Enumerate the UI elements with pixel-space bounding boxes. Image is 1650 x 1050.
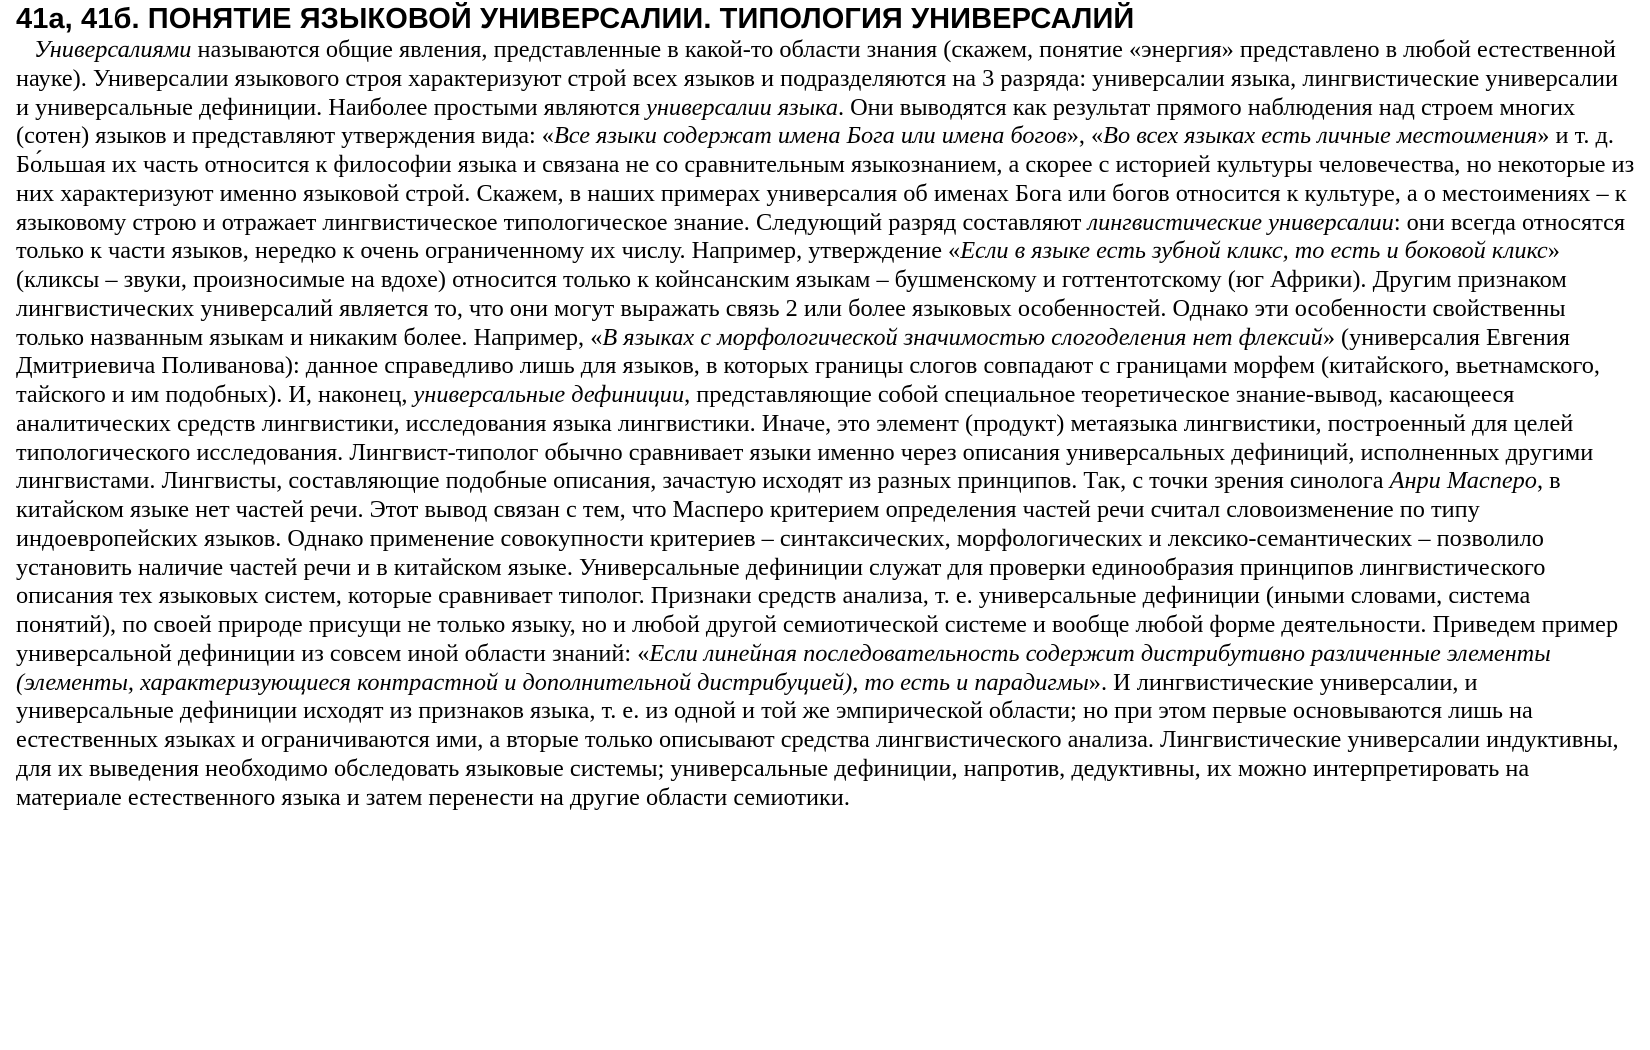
text-run: », « (1066, 122, 1104, 150)
italic-text-run: Анри Масперо (1389, 467, 1537, 495)
text-run: » (универсалия Евгения Дмитриевича Поливанова): данное справедливо лишь для языков, в которых границы слогов совпадают с границами морфем (китайского, вьетнамского, тайского и им подобных). И, наконец, (16, 323, 1600, 408)
text-run: ». И лингвистические универсалии, и универсальные дефиниции исходят из признаков языка, т. е. из одной и той же эмпирической области; но при этом первые основываются лишь на естественных языках и ограничиваются ими, а вторые только описывают средства лингвистического анализа. Лингвистические универсалии индуктивны, для их выведения необходимо обследовать языковые системы; универсальные дефиниции, напротив, дедуктивны, их можно интерпретировать на материале естественного языка и затем перенести на другие области семиотики. (16, 668, 1619, 811)
italic-text-run: Все языки содержат имена Бога или имена богов (553, 122, 1067, 150)
document-body-paragraph (16, 36, 1636, 812)
text-run: » и т. д. Бо́льшая их часть относится к философии языка и связана не со сравнительным языкознанием, а скорее с историей культуры человечества, но некоторые из них характеризуют именно языковой строй. Скажем, в наших примерах универсалия об именах Бога или богов относится к культуре, а о местоимениях – к языковому строю и отражает лингвистическое типологическое знание. Следующий разряд составляют (16, 122, 1635, 236)
document-title: 41а, 41б. ПОНЯТИЕ ЯЗЫКОВОЙ УНИВЕРСАЛИИ. ТИПОЛОГИЯ УНИВЕРСАЛИЙ (16, 3, 1135, 35)
text-run: . Они выводятся как результат прямого наблюдения над строем многих (сотен) языков и представляют утверждения вида: « (16, 93, 1576, 150)
italic-text-run: Универсалиями (34, 36, 192, 63)
italic-text-run: В языках с морфологической значимостью слогоделения нет флексий (602, 323, 1323, 351)
italic-text-run: лингвистические универсалии (1087, 208, 1394, 236)
text-run: , представляющие собой специальное теоретическое знание-вывод, касающееся аналитических средств лингвистики, исследования языка лингвистики. Иначе, это элемент (продукт) метаязыка лингвистики, построенный для целей типологического исследования. Лингвист-типолог обычно сравнивает языки именно через описания универсальных дефиниций, исполненных другими лингвистами. Лингвисты, составляющие подобные описания, зачастую исходят из разных принципов. Так, с точки зрения синолога (16, 381, 1594, 495)
italic-text-run: универсальные дефиниции (413, 381, 685, 408)
italic-text-run: Если в языке есть зубной кликс, то есть и боковой кликс (960, 237, 1548, 265)
text-run: : они всегда относятся только к части языков, нередко к очень ограниченному их числу. Например, утверждение « (16, 208, 1626, 265)
italic-text-run: Если линейная последовательность содержит дистрибутивно различенные элементы (элементы, характеризующиеся контрастной и дополнительной дистрибуцией), то есть и парадигмы (16, 639, 1551, 696)
text-run: » (кликсы – звуки, произносимые на вдохе) относится только к койнсанским языкам – бушменскому и готтентотскому (юг Африки). Другим признаком лингвистических универсалий является то, что они могут выражать связь 2 или более языковых особенностей. Однако эти особенности свойственны только названным языкам и никаким более. Например, « (16, 237, 1567, 351)
text-run: называются общие явления, представленные в какой-то области знания (скажем, понятие «энергия» представлено в любой естественной науке). Универсалии языкового строя характеризуют строй всех языков и подразделяются на 3 разряда: универсалии языка, лингвистические универсалии и универсальные дефиниции. Наиболее простыми являются (16, 36, 1618, 121)
text-run: , в китайском языке нет частей речи. Этот вывод связан с тем, что Масперо критерием определения частей речи считал словоизменение по типу индоевропейских языков. Однако применение совокупности критериев – синтаксических, морфологических и лексико-семантических – позволило установить наличие частей речи и в китайском языке. Универсальные дефиниции служат для проверки единообразия принципов лингвистического описания тех языковых систем, которые сравнивает типолог. Признаки средств анализа, т. е. универсальные дефиниции (иными словами, система понятий), по своей природе присущи не только языку, но и любой другой семиотической системе и вообще любой форме деятельности. Приведем пример универсальной дефиниции из совсем иной области знаний: « (16, 467, 1619, 667)
italic-text-run: Во всех языках есть личные местоимения (1103, 122, 1538, 150)
italic-text-run: универсалии языка (646, 93, 838, 121)
